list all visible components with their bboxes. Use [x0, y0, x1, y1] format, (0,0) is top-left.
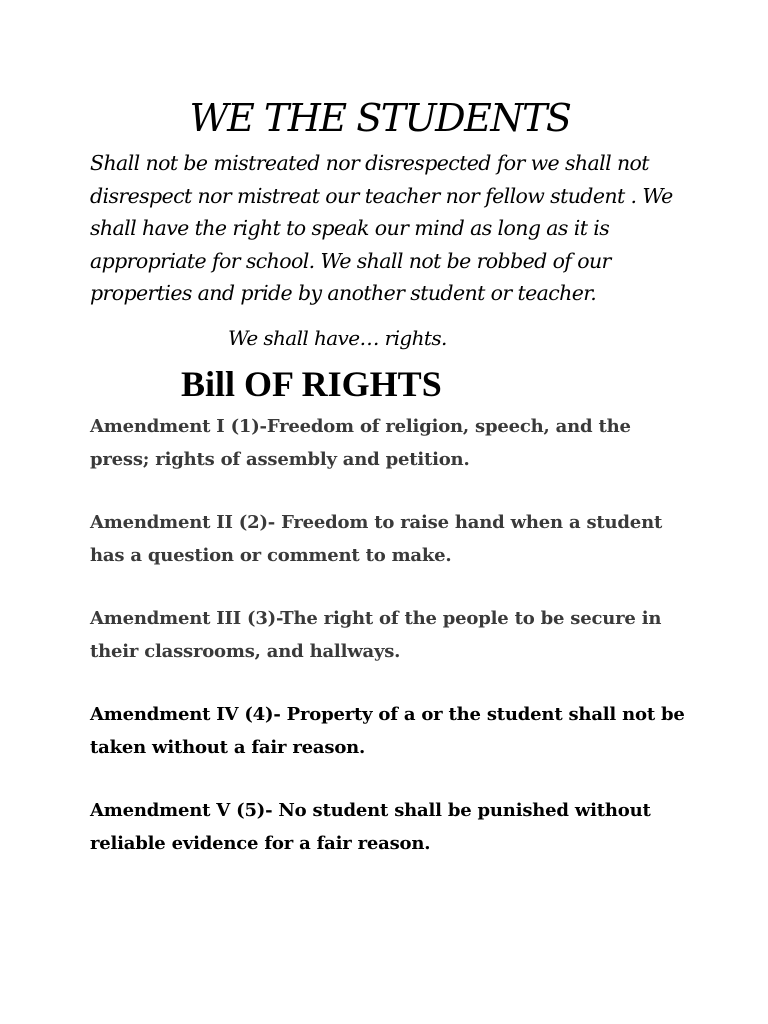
- page-title: WE THE STUDENTS: [189, 96, 571, 140]
- preamble-text: Shall not be mistreated nor disrespected for we shall not disrespect nor mistreat our teacher nor fellow student . We shall have the right to speak our mind as long as it is appropriate for school. We shall not be robbed of our properties and pride by another student or teacher.: [90, 151, 673, 305]
- amendment-4: Amendment IV (4)- Property of a or the student shall not be taken without a fair reason.: [90, 704, 685, 758]
- amendment-list: [90, 411, 690, 891]
- amendment-3: Amendment III (3)-The right of the people to be secure in their classrooms, and hallways.: [90, 608, 662, 662]
- bill-of-rights-title: Bill OF RIGHTS: [181, 364, 442, 404]
- motto-text: We shall have… rights.: [228, 326, 447, 350]
- amendment-1: Amendment I (1)-Freedom of religion, speech, and the press; rights of assembly and petition.: [90, 416, 631, 470]
- amendment-5: Amendment V (5)- No student shall be punished without reliable evidence for a fair reason.: [90, 800, 651, 854]
- amendment-2: Amendment II (2)- Freedom to raise hand when a student has a question or comment to make.: [90, 512, 663, 566]
